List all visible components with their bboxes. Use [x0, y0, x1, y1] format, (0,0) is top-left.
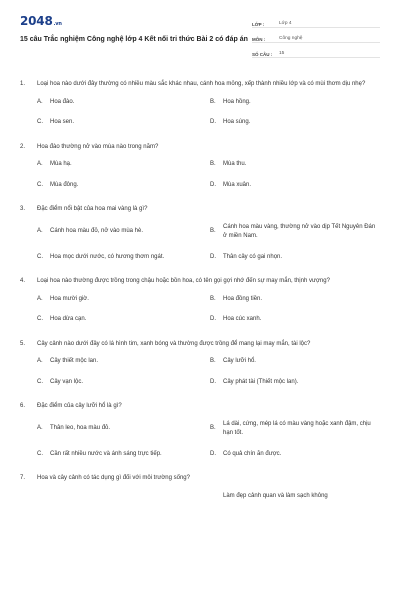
meta-subject: [252, 31, 380, 43]
option-d[interactable]: [210, 450, 380, 460]
option-text: Có quả chín ăn được.: [223, 450, 282, 457]
meta-question-count: [252, 46, 380, 58]
meta-label: MÔN :: [252, 37, 266, 42]
option-text: Cây thiết mộc lan.: [50, 358, 99, 364]
meta-label: SỐ CÂU :: [252, 52, 273, 57]
question-stem: [20, 402, 380, 412]
option-c[interactable]: [37, 181, 210, 191]
question-number: 6.: [20, 403, 26, 409]
option-a[interactable]: [37, 420, 210, 439]
option-text: Cánh hoa màu vàng, thường nở vào dịp Tết Nguyên Đán ở miền Nam.: [223, 223, 376, 239]
answer-options: [20, 98, 380, 128]
option-d[interactable]: [210, 118, 380, 128]
option-b[interactable]: [210, 492, 380, 502]
option-letter: A.: [37, 228, 43, 235]
page-header: [20, 14, 380, 62]
option-text: Cần rất nhiều nước và ánh sáng trực tiếp.: [50, 450, 162, 457]
option-b[interactable]: [210, 357, 380, 367]
option-letter: D.: [210, 450, 216, 457]
option-text: Hoa mọc dưới nước, có hương thơm ngát.: [50, 253, 165, 260]
option-letter: C.: [37, 119, 43, 125]
question-number: 2.: [20, 143, 26, 150]
option-a[interactable]: [37, 492, 210, 502]
option-a[interactable]: [37, 98, 210, 108]
option-d[interactable]: [210, 315, 380, 325]
option-letter: D.: [210, 119, 216, 125]
answer-options: [20, 160, 380, 190]
header-left: [20, 14, 248, 45]
answer-options: [20, 492, 380, 502]
meta-value: Công nghệ: [279, 36, 303, 41]
question-2: [20, 143, 380, 191]
question-number: 1.: [20, 81, 26, 87]
answer-options: [20, 420, 380, 460]
question-stem: [20, 340, 380, 350]
option-letter: D.: [210, 181, 216, 188]
option-c[interactable]: [37, 315, 210, 325]
option-text: Hoa súng.: [223, 119, 251, 125]
option-d[interactable]: [210, 181, 380, 191]
question-4: [20, 277, 380, 325]
option-letter: A.: [37, 425, 43, 432]
option-text: Thân cây có gai nhọn.: [223, 253, 283, 260]
option-letter: D.: [210, 316, 216, 322]
question-stem: [20, 474, 380, 484]
option-text: Cây phát tài (Thiết mộc lan).: [223, 378, 299, 385]
option-letter: A.: [37, 358, 43, 364]
answer-options: [20, 295, 380, 325]
option-letter: B.: [210, 161, 216, 167]
meta-value: Lớp 4: [279, 21, 292, 26]
option-text: Hoa dừa cạn.: [50, 316, 87, 322]
option-letter: B.: [210, 295, 216, 302]
question-5: [20, 340, 380, 388]
option-letter: B.: [210, 358, 216, 364]
question-stem: [20, 80, 380, 90]
option-text: Làm đẹp cảnh quan và làm sạch không: [223, 492, 328, 499]
option-letter: A.: [37, 295, 43, 302]
option-text: Mùa hạ.: [50, 161, 72, 167]
option-a[interactable]: [37, 223, 210, 242]
option-b[interactable]: [210, 98, 380, 108]
question-number: 5.: [20, 340, 26, 347]
answer-options: [20, 357, 380, 387]
question-3: [20, 205, 380, 262]
option-text: Hoa đồng tiền.: [223, 295, 263, 302]
option-d[interactable]: [210, 253, 380, 263]
option-text: Mùa đông.: [50, 181, 79, 188]
option-c[interactable]: [37, 118, 210, 128]
option-c[interactable]: [37, 450, 210, 460]
question-6: [20, 402, 380, 459]
option-text: Hoa đào.: [50, 98, 75, 105]
question-text: Hoa đào thường nở vào mùa nào trong năm?: [37, 143, 159, 150]
document-meta: [252, 14, 380, 61]
option-c[interactable]: [37, 378, 210, 388]
question-list: [20, 80, 380, 501]
option-a[interactable]: [37, 357, 210, 367]
question-number: 4.: [20, 278, 26, 284]
option-text: Hoa cúc xanh.: [223, 316, 262, 322]
option-letter: C.: [37, 316, 43, 322]
option-b[interactable]: [210, 223, 380, 242]
option-c[interactable]: [37, 253, 210, 263]
question-7: [20, 474, 380, 501]
option-text: Mùa xuân.: [223, 181, 252, 188]
option-letter: A.: [37, 161, 43, 167]
option-text: Hoa mười giờ.: [50, 295, 89, 302]
option-b[interactable]: [210, 160, 380, 170]
option-letter: A.: [37, 98, 43, 105]
logo-suffix: .vn: [53, 21, 62, 27]
question-text: Loại hoa nào thường được trồng trong chậu hoặc bồn hoa, có tên gọi gợi nhớ đến sự may mắn, thịnh vượng?: [37, 278, 330, 284]
option-text: Hoa hồng.: [223, 98, 251, 105]
option-text: Cây lưỡi hổ.: [223, 358, 256, 364]
option-letter: B.: [210, 425, 216, 432]
question-number: 7.: [20, 475, 26, 481]
question-text: Cây cảnh nào dưới đây có lá hình tim, xanh bóng và thường được trồng để mang lại may mắn, tài lộc?: [37, 340, 311, 347]
option-b[interactable]: [210, 295, 380, 305]
option-letter: C.: [37, 253, 43, 260]
meta-label: LỚP :: [252, 22, 265, 27]
option-letter: D.: [210, 253, 216, 260]
option-text: Lá dài, cứng, mép lá có màu vàng hoặc xanh đậm, chịu hạn tốt.: [223, 420, 371, 436]
option-a[interactable]: [37, 295, 210, 305]
question-stem: [20, 277, 380, 287]
question-stem: [20, 205, 380, 215]
question-number: 3.: [20, 206, 26, 212]
option-text: Mùa thu.: [223, 161, 247, 167]
option-letter: D.: [210, 378, 216, 385]
question-text: Đặc điểm của cây lưỡi hổ là gì?: [37, 403, 122, 409]
option-text: Cánh hoa màu đỏ, nở vào mùa hè.: [50, 228, 143, 235]
question-text: Hoa và cây cảnh có tác dụng gì đối với môi trường sống?: [37, 475, 190, 481]
option-letter: B.: [210, 98, 216, 105]
question-stem: [20, 143, 380, 153]
option-text: Hoa sen.: [50, 119, 75, 125]
logo-text: 2048: [20, 14, 53, 28]
option-text: Cây vạn lộc.: [50, 378, 84, 385]
option-letter: C.: [37, 378, 43, 385]
option-letter: C.: [37, 181, 43, 188]
answer-options: [20, 223, 380, 263]
site-logo[interactable]: [20, 14, 248, 31]
question-1: [20, 80, 380, 128]
question-text: Loại hoa nào dưới đây thường có nhiều màu sắc khác nhau, cánh hoa mỏng, xếp thành nhiều lớp và có mùi thơm dịu nhẹ?: [37, 81, 366, 87]
document-title: 15 câu Trắc nghiệm Công nghệ lớp 4 Kết nối tri thức Bài 2 có đáp án: [20, 36, 248, 43]
option-a[interactable]: [37, 160, 210, 170]
option-d[interactable]: [210, 378, 380, 388]
option-letter: B.: [210, 228, 216, 235]
meta-value: 15: [279, 51, 285, 56]
option-letter: C.: [37, 450, 43, 457]
meta-grade: [252, 16, 380, 28]
question-text: Đặc điểm nổi bật của hoa mai vàng là gì?: [37, 206, 148, 212]
option-b[interactable]: [210, 420, 380, 439]
option-text: Thân leo, hoa màu đỏ.: [50, 425, 111, 432]
